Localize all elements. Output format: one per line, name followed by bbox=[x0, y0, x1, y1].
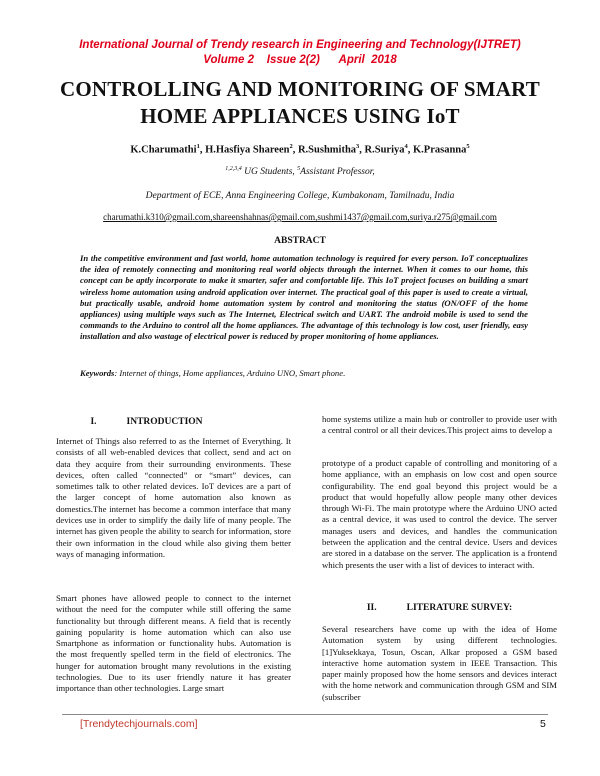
column-right-middle bbox=[322, 458, 557, 571]
author-list: K.Charumathi$^1$, H.Hasfiya Shareen$^2$, R.Sushmitha$^3$, R.Suriya$^4$, K.Prasanna$^5$ bbox=[130, 143, 470, 156]
keywords-label: Keywords bbox=[80, 368, 115, 378]
author-sup: 3 bbox=[356, 143, 360, 150]
intro-paragraph-3: home systems utilize a main hub or controller to provide user with a central control or all their devices.This project aims to develop a bbox=[322, 414, 557, 436]
paper-title bbox=[30, 76, 570, 130]
abstract-heading: ABSTRACT bbox=[274, 236, 326, 246]
section-number: II. bbox=[366, 603, 377, 613]
literature-paragraph-1: Several researchers have come up with the idea of Home Automation system by using different technologies. [1]Yuksekkaya, Tosun, Oscan, Alkar proposed a GSM based interactive home automation system in IEEE Transaction. This paper mainly proposed how the home sensors and devices interact with the home network and communication through GSM and SIM (subscriber bbox=[322, 624, 557, 702]
keywords-text: : Internet of things, Home appliances, Arduino UNO, Smart phone bbox=[114, 368, 344, 378]
author-roles bbox=[0, 166, 600, 177]
affiliation: Department of ECE, Anna Engineering College, Kumbakonam, Tamilnadu, India bbox=[145, 191, 455, 201]
author-sup: 4 bbox=[404, 143, 408, 150]
footer-divider bbox=[62, 714, 548, 715]
section-number: I. bbox=[90, 417, 97, 427]
section-title: LITERATURE SURVEY: bbox=[406, 603, 513, 613]
footer-source[interactable]: [Trendytechjournals.com] bbox=[80, 718, 198, 730]
journal-header bbox=[0, 38, 600, 68]
paper-title-line-2: HOME APPLIANCES USING IoT bbox=[140, 104, 460, 128]
keywords bbox=[80, 368, 528, 379]
intro-paragraph-2: Smart phones have allowed people to connect to the internet without the need for the computer while still offering the same functionality but through different means. A field that is recently gaining popularity is home automation which can also use Smartphone as information or functionality hubs. Automation is the most frequently spelled term in the field of electronics. The hunger for automation brought many revolutions in the existing technologies. Due to its user friendly nature it has greater importance than other technologies. Large smart bbox=[56, 593, 291, 694]
author-name: R.Suriya bbox=[364, 144, 405, 156]
role-professor: Assistant Professor, bbox=[300, 167, 375, 178]
column-left-lower bbox=[56, 593, 291, 695]
keywords-end: . bbox=[343, 368, 346, 378]
abstract-text: In the competitive environment and fast world, home automation technology is required for every person. IoT conceptualizes the idea of remotely connecting and monitoring real world objects through the internet. When it comes to our home, this concept can be aptly incorporate to make it smarter, safer and comfortable life. This IoT project focuses on building a smart wireless home automation using android application over internet. The practical goal of this paper is used to create a virtual, but practically usable, android home automation system by control and monitoring the status (ON/OFF of the home appliances) using multiple ways such as The Internet, Electrical switch and UART. The android mobile is used to send the commands to the Arduino to control all the home appliances. The advantage of this technology is low cost, user friendly, easy installation and also wastage of electrical power is reduced by proper monitoring of home appliances. bbox=[80, 253, 528, 342]
column-left bbox=[56, 436, 291, 560]
author-sup: 1 bbox=[196, 143, 200, 150]
intro-paragraph-1: Internet of Things also referred to as the Internet of Everything. It consists of all web-enabled devices that collect, send and act on data they acquire from their surrounding environments. These devices, often called “connected” or “smart” devices, can sometimes talk to other related devices. IoT devices are a part of the larger concept of home automation also known as domestics.The internet has become a common interface that many devices use in order to simplify the daily life of many people. The internet has given people the ability to search for information, store their own information in the cloud while also giving them better ways of managing information. bbox=[56, 436, 291, 559]
role-sup-professor: 5 bbox=[297, 166, 301, 172]
section-heading-introduction bbox=[29, 417, 264, 427]
column-right-lower bbox=[322, 624, 557, 703]
section-title: INTRODUCTION bbox=[126, 417, 203, 427]
page-number: 5 bbox=[540, 718, 546, 730]
author-sup: 5 bbox=[466, 143, 470, 150]
author-name: K.Prasanna bbox=[413, 144, 467, 156]
column-right bbox=[322, 414, 557, 437]
journal-name: International Journal of Trendy research in Engineering and Technology(IJTRET) bbox=[79, 39, 521, 51]
role-students: UG Students, bbox=[241, 167, 298, 178]
author-name: K.Charumathi bbox=[130, 144, 197, 156]
section-heading-literature-survey bbox=[322, 603, 557, 613]
role-sup-students: 1,2,3,4 bbox=[225, 166, 242, 172]
paper-title-line-1: CONTROLLING AND MONITORING OF SMART bbox=[60, 77, 540, 101]
author-name: R.Sushmitha bbox=[297, 144, 357, 156]
journal-volume-issue: Volume 2 Issue 2(2) April 2018 bbox=[203, 54, 397, 66]
author-sup: 2 bbox=[289, 143, 293, 150]
author-emails[interactable]: charumathi.k310@gmail.com,shareenshahnas@gmail.com,sushmi1437@gmail.com,suriya.r275@gmail.com bbox=[103, 212, 497, 222]
author-name: H.Hasfiya Shareen bbox=[205, 144, 290, 156]
intro-paragraph-4: prototype of a product capable of controlling and monitoring of a home appliance, with an emphasis on low cost and open source configurability. The end goal beyond this project would be a product that would hopefully allow people many other devices through Wi-Fi. The main prototype where the Arduino UNO acted as a central device, it was used to control the device. The server manages users and devices, and handles the communication between the application and the central device. Users and devices are stored in a database on the server. The application is a frontend which presents the user with a list of devices to interact with. bbox=[322, 458, 557, 570]
